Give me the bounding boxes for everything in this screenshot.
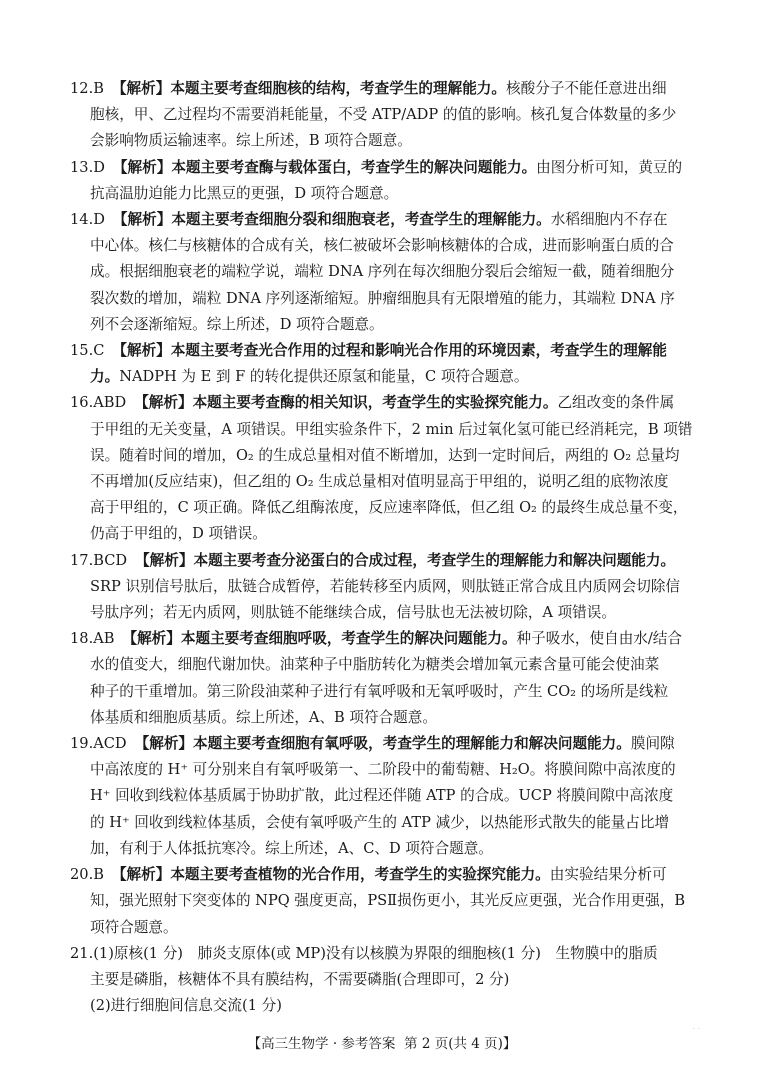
corner-mark: . .	[692, 1022, 700, 1031]
analysis-tag: 【解析】	[135, 551, 194, 569]
footer-left-bracket: 【	[247, 1036, 262, 1052]
answer-item	[70, 155, 710, 207]
analysis-text: 由图分析可知，黄豆的	[536, 158, 683, 176]
answer-item	[70, 548, 710, 627]
question-number: 16.ABD	[70, 394, 127, 412]
analysis-text: 体基质和细胞质基质。综上所述，A、B 项符合题意。	[90, 708, 437, 726]
answer-line	[70, 705, 710, 731]
answer-line	[70, 574, 710, 600]
analysis-text: 胞核，甲、乙过程均不需要消耗能量，不受 ATP/ADP 的值的影响。核孔复合体数量的多少	[90, 106, 677, 124]
analysis-text: H⁺ 回收到线粒体基质属于协助扩散，此过程还伴随 ATP 的合成。UCP 将膜间隙中高浓度	[90, 787, 674, 805]
answer-line	[70, 941, 710, 967]
answer-line	[70, 76, 710, 102]
answer-line	[70, 443, 710, 469]
answer-line	[70, 417, 710, 443]
answer-line	[70, 233, 710, 259]
analysis-text: 水的值变大，细胞代谢加快。油菜种子中脂肪转化为糖类会增加氧元素含量可能会使油菜	[90, 656, 660, 674]
analysis-tag: 【解析】	[112, 211, 172, 229]
analysis-text: 由实验结果分析可	[549, 866, 667, 884]
answer-line	[70, 364, 710, 390]
analysis-text: 列不会逐渐缩短。综上所述，D 项符合题意。	[90, 315, 384, 333]
analysis-text: NADPH 为 E 到 F 的转化提供还原氢和能量，C 项符合题意。	[119, 368, 529, 386]
answer-line	[70, 181, 710, 207]
analysis-text: 仍高于甲组的，D 项错误。	[90, 525, 267, 543]
answer-line	[70, 652, 710, 678]
question-number: 15.C	[70, 342, 105, 360]
analysis-tag: 【解析】	[111, 866, 171, 884]
answer-line	[70, 993, 710, 1019]
analysis-lead: 本题主要考查酶与载体蛋白，考查学生的解决问题能力。	[171, 158, 537, 176]
answer-line	[70, 757, 710, 783]
answer-line	[70, 836, 710, 862]
analysis-text: 中心体。核仁与核糖体的合成有关，核仁被破坏会影响核糖体的合成，进而影响蛋白质的合	[90, 237, 674, 255]
analysis-tag: 【解析】	[111, 80, 171, 97]
answer-line	[70, 967, 710, 993]
question-number: 19.ACD	[70, 735, 127, 753]
answer-line	[70, 207, 710, 233]
analysis-text: 会影响物质运输速率。综上所述，B 项符合题意。	[90, 132, 412, 150]
question-number: 12.B	[70, 80, 104, 97]
answer-item	[70, 76, 710, 155]
answer-line	[70, 862, 710, 888]
analysis-text: 中高浓度的 H⁺ 可分别来自有氧呼吸第一、二阶段中的葡萄糖、H₂O。将膜间隙中高浓度的	[90, 761, 676, 779]
analysis-text: 种子吸水，使自由水/结合	[516, 630, 682, 648]
analysis-text: 于甲组的无关变量，A 项错误。甲组实验条件下，2 min 后过氧化氢可能已经消耗完，B 项错	[90, 420, 693, 438]
answer-item	[70, 862, 710, 941]
analysis-tag: 【解析】	[134, 735, 194, 753]
analysis-text: 种子的干重增加。第三阶段油菜种子进行有氧呼吸和无氧呼吸时，产生 CO₂ 的场所是线粒	[90, 682, 669, 700]
analysis-lead: 本题主要考查细胞有氧呼吸，考查学生的理解能力和解决问题能力。	[193, 735, 631, 753]
answer-line	[70, 155, 710, 181]
question-number: 21.	[70, 944, 94, 962]
analysis-text: 不再增加(反应结束)，但乙组的 O₂ 生成总量相对值明显高于甲组的，说明乙组的底物浓度	[90, 473, 669, 491]
analysis-text: 乙组改变的条件属	[557, 394, 675, 412]
answer-line	[70, 783, 710, 809]
answer-item	[70, 941, 710, 1020]
answer-line	[70, 286, 710, 312]
answer-line	[70, 390, 710, 416]
analysis-text: 高于甲组的，C 项正确。降低乙组酶浓度，反应速率降低，但乙组 O₂ 的最终生成总量不变，	[90, 499, 688, 517]
analysis-text: 水稻细胞内不存在	[550, 211, 668, 229]
analysis-text: 抗高温肋迫能力比黑豆的更强，D 项符合题意。	[90, 184, 399, 202]
analysis-text: 加，有利于人体抵抗寒冷。综上所述，A、C、D 项符合题意。	[90, 839, 493, 857]
analysis-text: 号肽序列；若无内质网，则肽链不能继续合成，信号肽也无法被切除，A 项错误。	[90, 604, 616, 622]
analysis-text: 误。随着时间的增加，O₂ 的生成总量相对值不断增加，达到一定时间后，两组的 O₂ 总量均	[90, 446, 680, 464]
answer-item	[70, 207, 710, 338]
analysis-lead: 本题主要考查细胞呼吸，考查学生的解决问题能力。	[180, 630, 517, 648]
analysis-text: 裂次数的增加，端粒 DNA 序列逐渐缩短。肿瘤细胞具有无限增殖的能力，其端粒 DNA 序	[90, 289, 675, 307]
answer-line	[70, 102, 710, 128]
question-number: 13.D	[70, 158, 105, 176]
answer-line	[70, 888, 710, 914]
answer-item	[70, 626, 710, 731]
analysis-text: 知，强光照射下突变体的 NPQ 强度更高，PSⅡ损伤更小，其光反应更强，光合作用更强，B	[90, 892, 686, 910]
answer-line	[70, 521, 710, 547]
analysis-text: (1)原核(1 分) 肺炎支原体(或 MP)没有以核膜为界限的细胞核(1 分) 生物膜中的脂质	[93, 944, 658, 962]
analysis-text: 成。根据细胞衰老的端粒学说，端粒 DNA 序列在每次细胞分裂后会缩短一截，随着细胞分	[90, 263, 675, 281]
page-footer	[0, 1032, 764, 1052]
answer-line	[70, 312, 710, 338]
answer-line	[70, 626, 710, 652]
analysis-text: 主要是磷脂，核糖体不具有膜结构，不需要磷脂(合理即可，2 分)	[90, 970, 510, 988]
analysis-lead: 本题主要考查细胞分裂和细胞衰老，考查学生的理解能力。	[171, 211, 551, 229]
answer-line	[70, 731, 710, 757]
answer-line	[70, 915, 710, 941]
answer-content	[70, 76, 710, 1019]
analysis-text: 膜间隙	[630, 735, 675, 753]
analysis-lead: 力。	[90, 368, 120, 386]
analysis-lead: 本题主要考查分泌蛋白的合成过程，考查学生的理解能力和解决问题能力。	[193, 551, 676, 569]
analysis-text: (2)进行细胞间信息交流(1 分)	[90, 997, 282, 1015]
answer-line	[70, 810, 710, 836]
answer-line	[70, 548, 710, 574]
footer-page-info: 第 2 页(共 4 页)	[404, 1036, 503, 1052]
answer-item	[70, 390, 710, 547]
answer-line	[70, 600, 710, 626]
analysis-tag: 【解析】	[134, 394, 193, 412]
answer-item	[70, 731, 710, 862]
analysis-lead: 本题主要考查细胞核的结构，考查学生的理解能力。	[170, 80, 506, 97]
analysis-text: 的 H⁺ 回收到线粒体基质，会使有氧呼吸产生的 ATP 减少，以热能形式散失的能量占比增	[90, 813, 670, 831]
analysis-text: 项符合题意。	[90, 918, 178, 936]
answer-line	[70, 128, 710, 154]
answer-item	[70, 338, 710, 390]
footer-right-bracket: 】	[502, 1036, 517, 1052]
question-number: 17.BCD	[70, 551, 128, 569]
analysis-lead: 本题主要考查光合作用的过程和影响光合作用的环境因素，考查学生的理解能	[170, 342, 667, 360]
analysis-tag: 【解析】	[112, 342, 171, 360]
analysis-lead: 本题主要考查酶的相关知识，考查学生的实验探究能力。	[192, 394, 558, 412]
analysis-tag: 【解析】	[122, 630, 181, 648]
question-number: 20.B	[70, 866, 104, 884]
analysis-tag: 【解析】	[112, 158, 172, 176]
footer-subject: 高三生物学 · 参考答案	[261, 1036, 396, 1052]
answer-line	[70, 469, 710, 495]
answer-line	[70, 679, 710, 705]
analysis-text: SRP 识别信号肽后，肽链合成暂停，若能转移至内质网，则肽链正常合成且内质网会切除信	[90, 577, 681, 595]
answer-line	[70, 495, 710, 521]
analysis-lead: 本题主要考查植物的光合作用，考查学生的实验探究能力。	[170, 866, 550, 884]
question-number: 14.D	[70, 211, 105, 229]
answer-line	[70, 259, 710, 285]
answer-line	[70, 338, 710, 364]
analysis-text: 核酸分子不能任意进出细	[506, 80, 667, 97]
question-number: 18.AB	[70, 630, 115, 648]
